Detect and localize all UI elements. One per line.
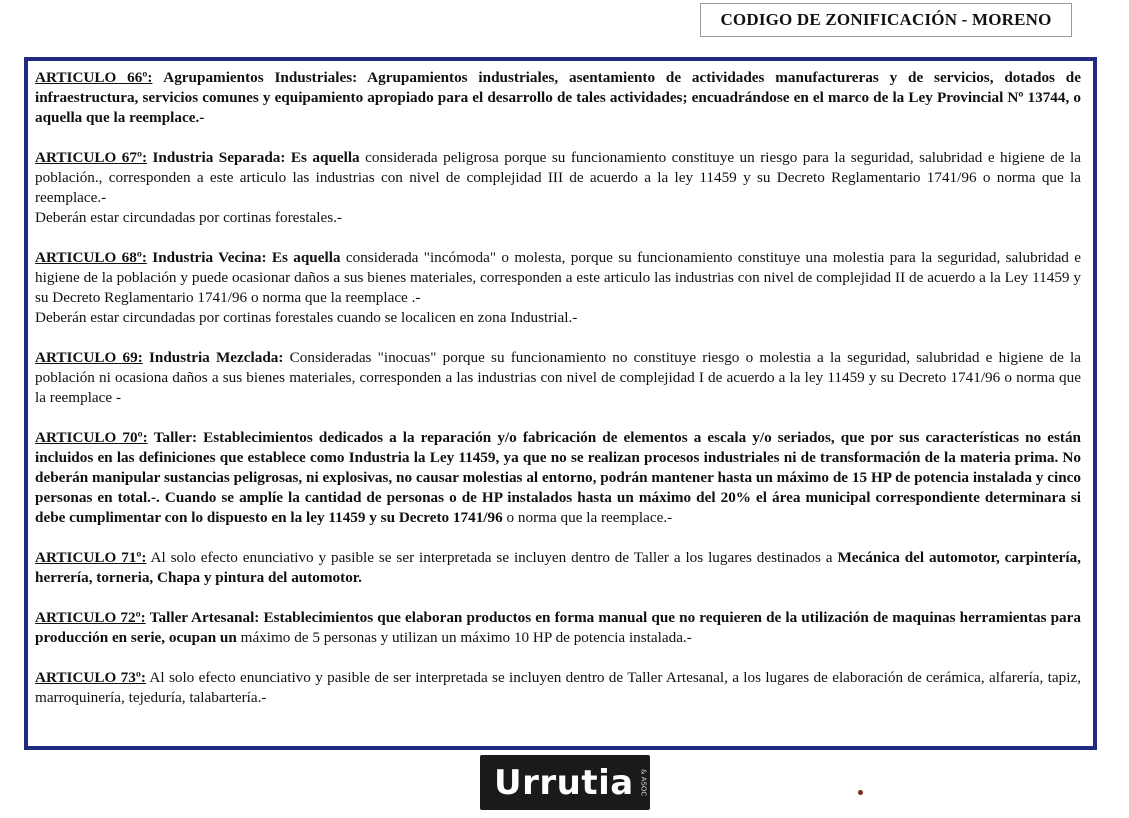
article-lead: Industria Mezclada: bbox=[148, 349, 284, 366]
article-lead: Taller: Establecimientos dedicados a la reparación y/o fabricación de elementos a escala y/o seriados, que por sus características no están incluidos en las definiciones que establece como Industria la Ley 11459, ya que no se realizan procesos industriales ni de transformación de la materia prima. No deberán manipular sustancias peligrosas, ni explosivas, no causar molestias al entorno, podrán mantener hasta un máximo de 15 HP de potencia instalada y cinco personas en total.-. Cuando se amplíe la cantidad de personas o de HP instalados hasta un máximo del 20% el área municipal correspondiente determinara si debe cumplimentar con lo dispuesto en la ley 11459 y su Decreto 1741/96 bbox=[35, 429, 1081, 526]
urrutia-logo bbox=[480, 755, 650, 810]
article-note: Deberán estar circundadas por cortinas forestales cuando se localicen en zona Industrial.- bbox=[35, 309, 578, 326]
article-title: ARTICULO 71º: bbox=[35, 549, 147, 566]
header-title: CODIGO DE ZONIFICACIÓN - MORENO bbox=[720, 10, 1052, 29]
article-body: considerada "incómoda" o molesta, porque su funcionamiento constituye una molestia para la seguridad, salubridad e higiene de la población y puede ocasionar daños a sus bienes materiales, corresponden a este articulo las industrias con nivel de complejidad II de acuerdo a la Ley 11459 y su Decreto Reglamentario 1741/96 o norma que la reemplace .- bbox=[35, 249, 1081, 306]
article-body: o norma que la reemplace.- bbox=[502, 509, 673, 526]
article-body: considerada peligrosa porque su funcionamiento constituye un riesgo para la seguridad, salubridad e higiene de la población., corresponden a este articulo las industrias con nivel de complejidad III de acuerdo a la ley 11459 y su Decreto Reglamentario 1741/96 o norma que la reemplace.- bbox=[35, 149, 1081, 206]
article-70 bbox=[35, 428, 1081, 528]
article-title: ARTICULO 69: bbox=[35, 349, 143, 366]
article-title: ARTICULO 66º: bbox=[35, 69, 153, 86]
article-body: Al solo efecto enunciativo y pasible de ser interpretada se incluyen dentro de Taller Artesanal, a los lugares de elaboración de cerámica, alfarería, tapiz, marroquinería, tejeduría, talabartería.- bbox=[35, 669, 1081, 706]
article-note: Deberán estar circundadas por cortinas forestales.- bbox=[35, 209, 342, 226]
article-68 bbox=[35, 248, 1081, 328]
article-67 bbox=[35, 148, 1081, 228]
scan-speck bbox=[858, 790, 863, 795]
article-lead: Industria Separada: Es aquella bbox=[152, 149, 360, 166]
article-tail: Mecánica del automotor, carpintería, herrería, torneria, Chapa y pintura del automotor. bbox=[35, 549, 1081, 586]
article-71 bbox=[35, 548, 1081, 588]
article-lead: Agrupamientos Industriales: Agrupamientos industriales, asentamiento de actividades manufactureras y de servicios, dotados de infraestructura, servicios comunes y equipamiento apropiado para el desarrollo de tales actividades; encuadrándose en el marco de la Ley Provincial Nº 13744, o aquella que la reemplace.- bbox=[35, 69, 1081, 126]
article-title: ARTICULO 67º: bbox=[35, 149, 148, 166]
article-lead: Industria Vecina: Es aquella bbox=[152, 249, 341, 266]
article-title: ARTICULO 73º: bbox=[35, 669, 146, 686]
logo-side-mark: & ASOC bbox=[639, 768, 648, 797]
article-title: ARTICULO 72º: bbox=[35, 609, 146, 626]
articles-content bbox=[35, 68, 1081, 728]
article-title: ARTICULO 70º: bbox=[35, 429, 148, 446]
article-69 bbox=[35, 348, 1081, 408]
article-73 bbox=[35, 668, 1081, 708]
article-body: Consideradas "inocuas" porque su funcionamiento no constituye riesgo o molestia a la seguridad, salubridad e higiene de la población ni ocasiona daños a sus bienes materiales, corresponden a las industrias con nivel de complejidad I de acuerdo a la ley 11459 y su Decreto 1741/96 o norma que la reemplace - bbox=[35, 349, 1082, 406]
article-title: ARTICULO 68º: bbox=[35, 249, 147, 266]
article-body: Al solo efecto enunciativo y pasible se ser interpretada se incluyen dentro de Taller a los lugares destinados a bbox=[146, 549, 838, 566]
document-header bbox=[700, 3, 1072, 37]
article-body: máximo de 5 personas y utilizan un máximo 10 HP de potencia instalada.- bbox=[236, 629, 692, 646]
article-lead: Taller Artesanal: Establecimientos que elaboran productos en forma manual que no requieren de la utilización de maquinas herramientas para producción en serie, ocupan un bbox=[35, 609, 1081, 646]
article-66 bbox=[35, 68, 1081, 128]
logo-word: Urrutia bbox=[494, 762, 634, 803]
article-72 bbox=[35, 608, 1081, 648]
